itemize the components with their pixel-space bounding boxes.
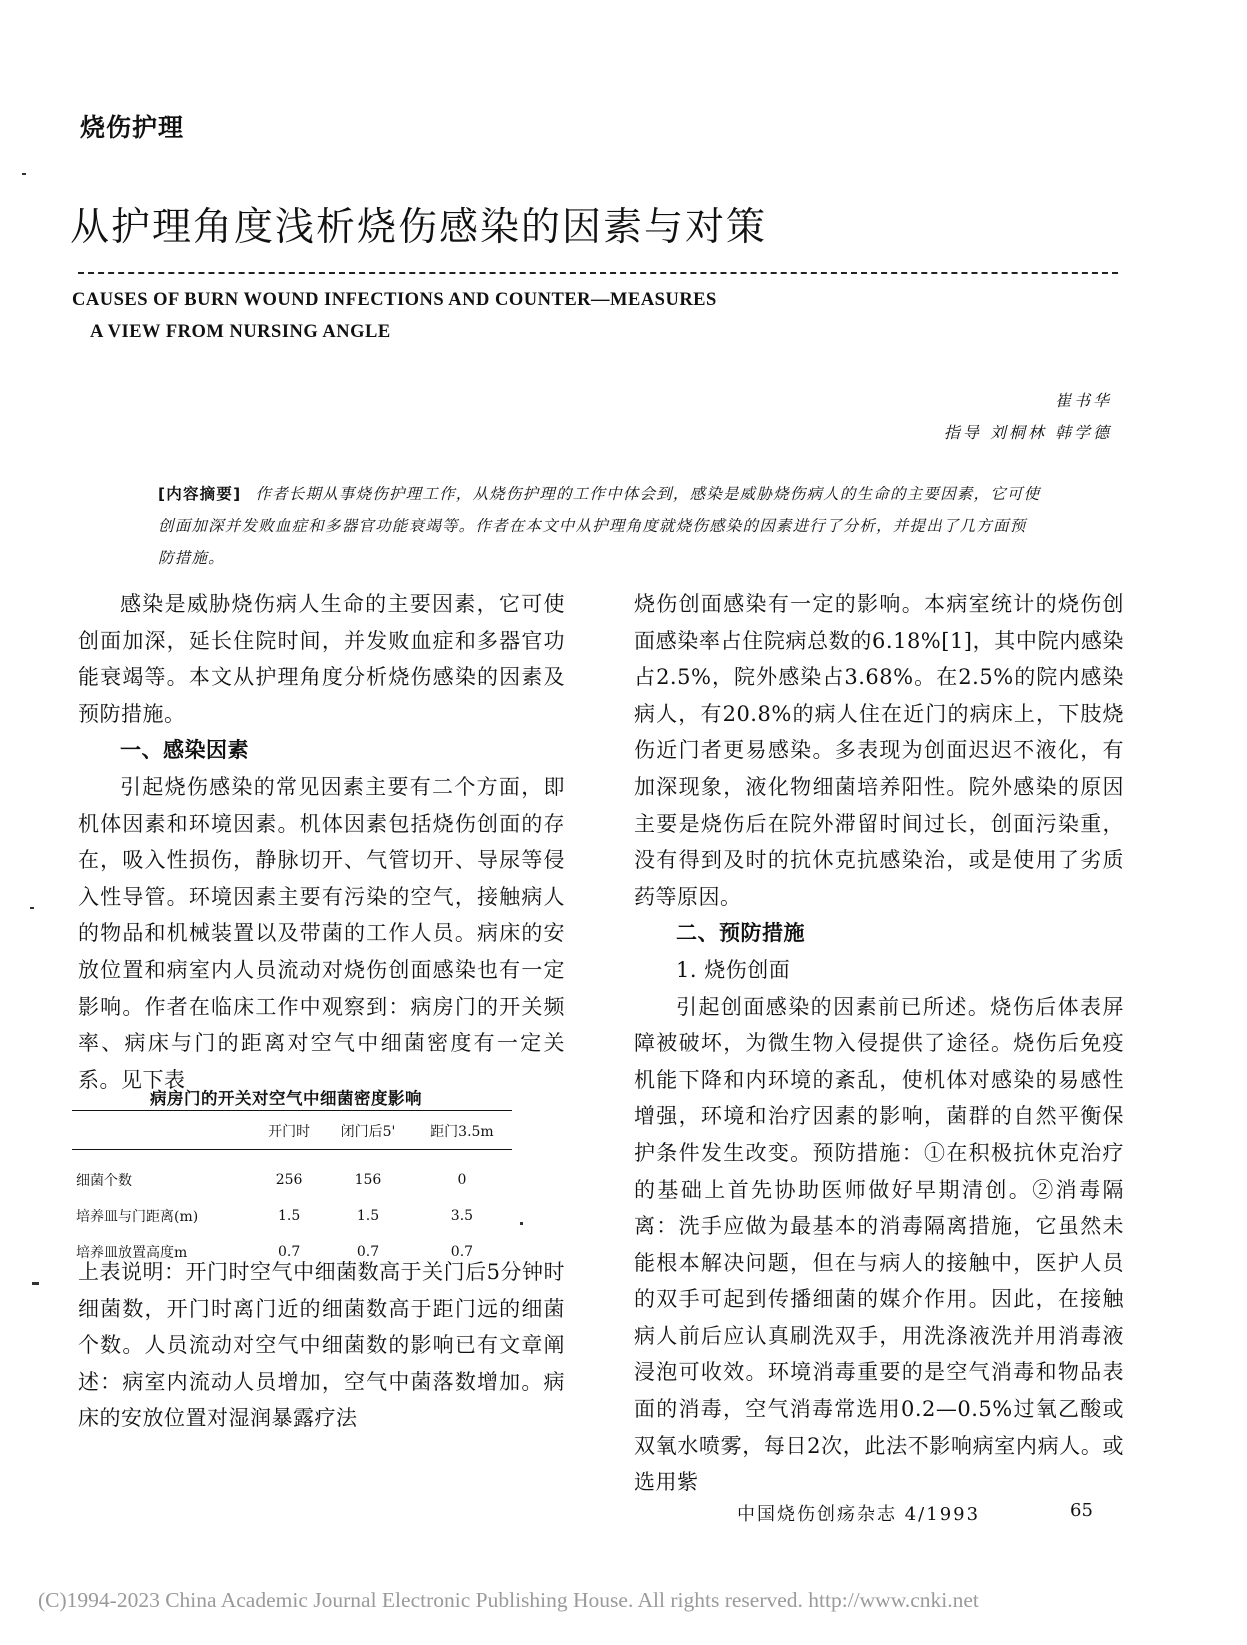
table-cell: 1.5 [356,1208,380,1224]
prevention-paragraph: 引起创面感染的因素前已所述。烧伤后体表屏障被破坏，为微生物入侵提供了途径。烧伤后免疫机能下降和内环境的紊乱，使机体对感染的易感性增强，环境和治疗因素的影响，菌群的自然平衡保护条件发生改变。预防措施：①在积极抗休克治疗的基础上首先协助医师做好早期清创。②消毒隔离：洗手应做为最基本的消毒隔离措施，它虽然未能根本解决问题，但在与病人的接触中，医护人员的双手可起到传播细菌的媒介作用。因此，在接触病人前后应认真刷洗双手，用洗涤液洗并用消毒液浸泡可收效。环境消毒重要的是空气消毒和物品表面的消毒，空气消毒常选用0.2—0.5%过氧乙酸或双氧水喷雾，每日2次，此法不影响病室内病人。或选用紫 [634,994,1124,1495]
scan-speck [32,1282,39,1285]
table-header-cell: 闭门后5' [324,1111,412,1150]
abstract [158,478,1043,574]
left-column-top [78,586,565,1098]
author: 崔书华 [1054,391,1112,410]
table-row [72,1198,512,1234]
bacteria-density-table [72,1110,512,1270]
table-cell: 256 [275,1172,303,1188]
table-header-cell: 距门3.5m [412,1111,512,1150]
page-number: 65 [1070,1500,1093,1521]
table-row-label: 培养皿与门距离(m) [76,1209,199,1225]
table-row-label: 细菌个数 [76,1173,132,1189]
table-header-cell: 开门时 [254,1111,324,1150]
table-cell: 1.5 [277,1208,301,1224]
right-column [634,586,1124,1501]
table-explanation-paragraph: 上表说明：开门时空气中细菌数高于关门后5分钟时细菌数，开门时离门近的细菌数高于距门远的细菌个数。人员流动对空气中细菌数的影响已有文章阐述：病室内流动人员增加，空气中菌落数增加。病床的安放位置对湿润暴露疗法 [78,1260,565,1431]
table-row-label: 培养皿放置高度m [76,1245,188,1261]
table-header-cell [72,1111,254,1150]
table-row [72,1150,512,1199]
abstract-label: [内容摘要] [158,485,242,503]
intro-paragraph: 感染是威胁烧伤病人生命的主要因素，它可使创面加深，延长住院时间，并发败血症和多器官功能衰竭等。本文从护理角度分析烧伤感染的因素及预防措施。 [78,592,565,726]
left-column-bottom [78,1254,565,1437]
english-title-line-1: CAUSES OF BURN WOUND INFECTIONS AND COUNTER—MEASURES [72,290,717,310]
table-cell: 156 [354,1172,382,1188]
infection-statistics-paragraph: 烧伤创面感染有一定的影响。本病室统计的烧伤创面感染率占住院病总数的6.18%[1]，其中院内感染占2.5%，院外感染占3.68%。在2.5%的院内感染病人，有20.8%的病人住在近门的病床上，下肢烧伤近门者更易感染。多表现为创面迟迟不液化，有加深现象，液化物细菌培养阳性。院外感染的原因主要是烧伤后在院外滞留时间过长，创面污染重，没有得到及时的抗休克抗感染治，或是使用了劣质药等原因。 [634,592,1124,909]
scan-speck [30,907,34,909]
section-heading-infection-factors: 一、感染因素 [120,738,249,763]
table-cell: 0.7 [356,1244,380,1260]
section-heading-prevention: 二、预防措施 [676,921,805,946]
table-header-row [72,1111,512,1150]
abstract-text: 作者长期从事烧伤护理工作，从烧伤护理的工作中体会到，感染是威胁烧伤病人的生命的主要因素，它可使创面加深并发败血症和多器官功能衰竭等。作者在本文中从护理角度就烧伤感染的因素进行了分析，并提出了几方面预防措施。 [158,485,1041,567]
infection-factors-paragraph: 引起烧伤感染的常见因素主要有二个方面，即机体因素和环境因素。机体因素包括烧伤创面的存在，吸入性损伤，静脉切开、气管切开、导尿等侵入性导管。环境因素主要有污染的空气，接触病人的物品和机械装置以及带菌的工作人员。病床的安放位置和病室内人员流动对烧伤创面感染也有一定影响。作者在临床工作中观察到：病房门的开关频率、病床与门的距离对空气中细菌密度有一定关系。见下表 [78,774,565,1092]
scan-speck [520,1222,523,1225]
table-cell: 0.7 [450,1244,474,1260]
table-cell: 0.7 [277,1244,301,1260]
table-caption: 病房门的开关对空气中细菌密度影响 [150,1089,422,1108]
advisors: 指导 刘桐林 韩学德 [943,423,1112,442]
copyright-notice: (C)1994-2023 China Academic Journal Electronic Publishing House. All rights reserved. http://www.cnki.net [38,1588,979,1612]
article-title: 从护理角度浅析烧伤感染的因素与对策 [70,205,768,250]
title-rule [78,272,1118,274]
scan-speck [22,173,26,175]
table-cell: 0 [457,1172,467,1188]
subheading-burn-wound: 1. 烧伤创面 [676,957,791,982]
section-label: 烧伤护理 [80,113,185,142]
journal-footer: 中国烧伤创疡杂志 4/1993 [737,1504,981,1525]
table-cell: 3.5 [450,1208,474,1224]
english-title-line-2: A VIEW FROM NURSING ANGLE [90,322,391,342]
